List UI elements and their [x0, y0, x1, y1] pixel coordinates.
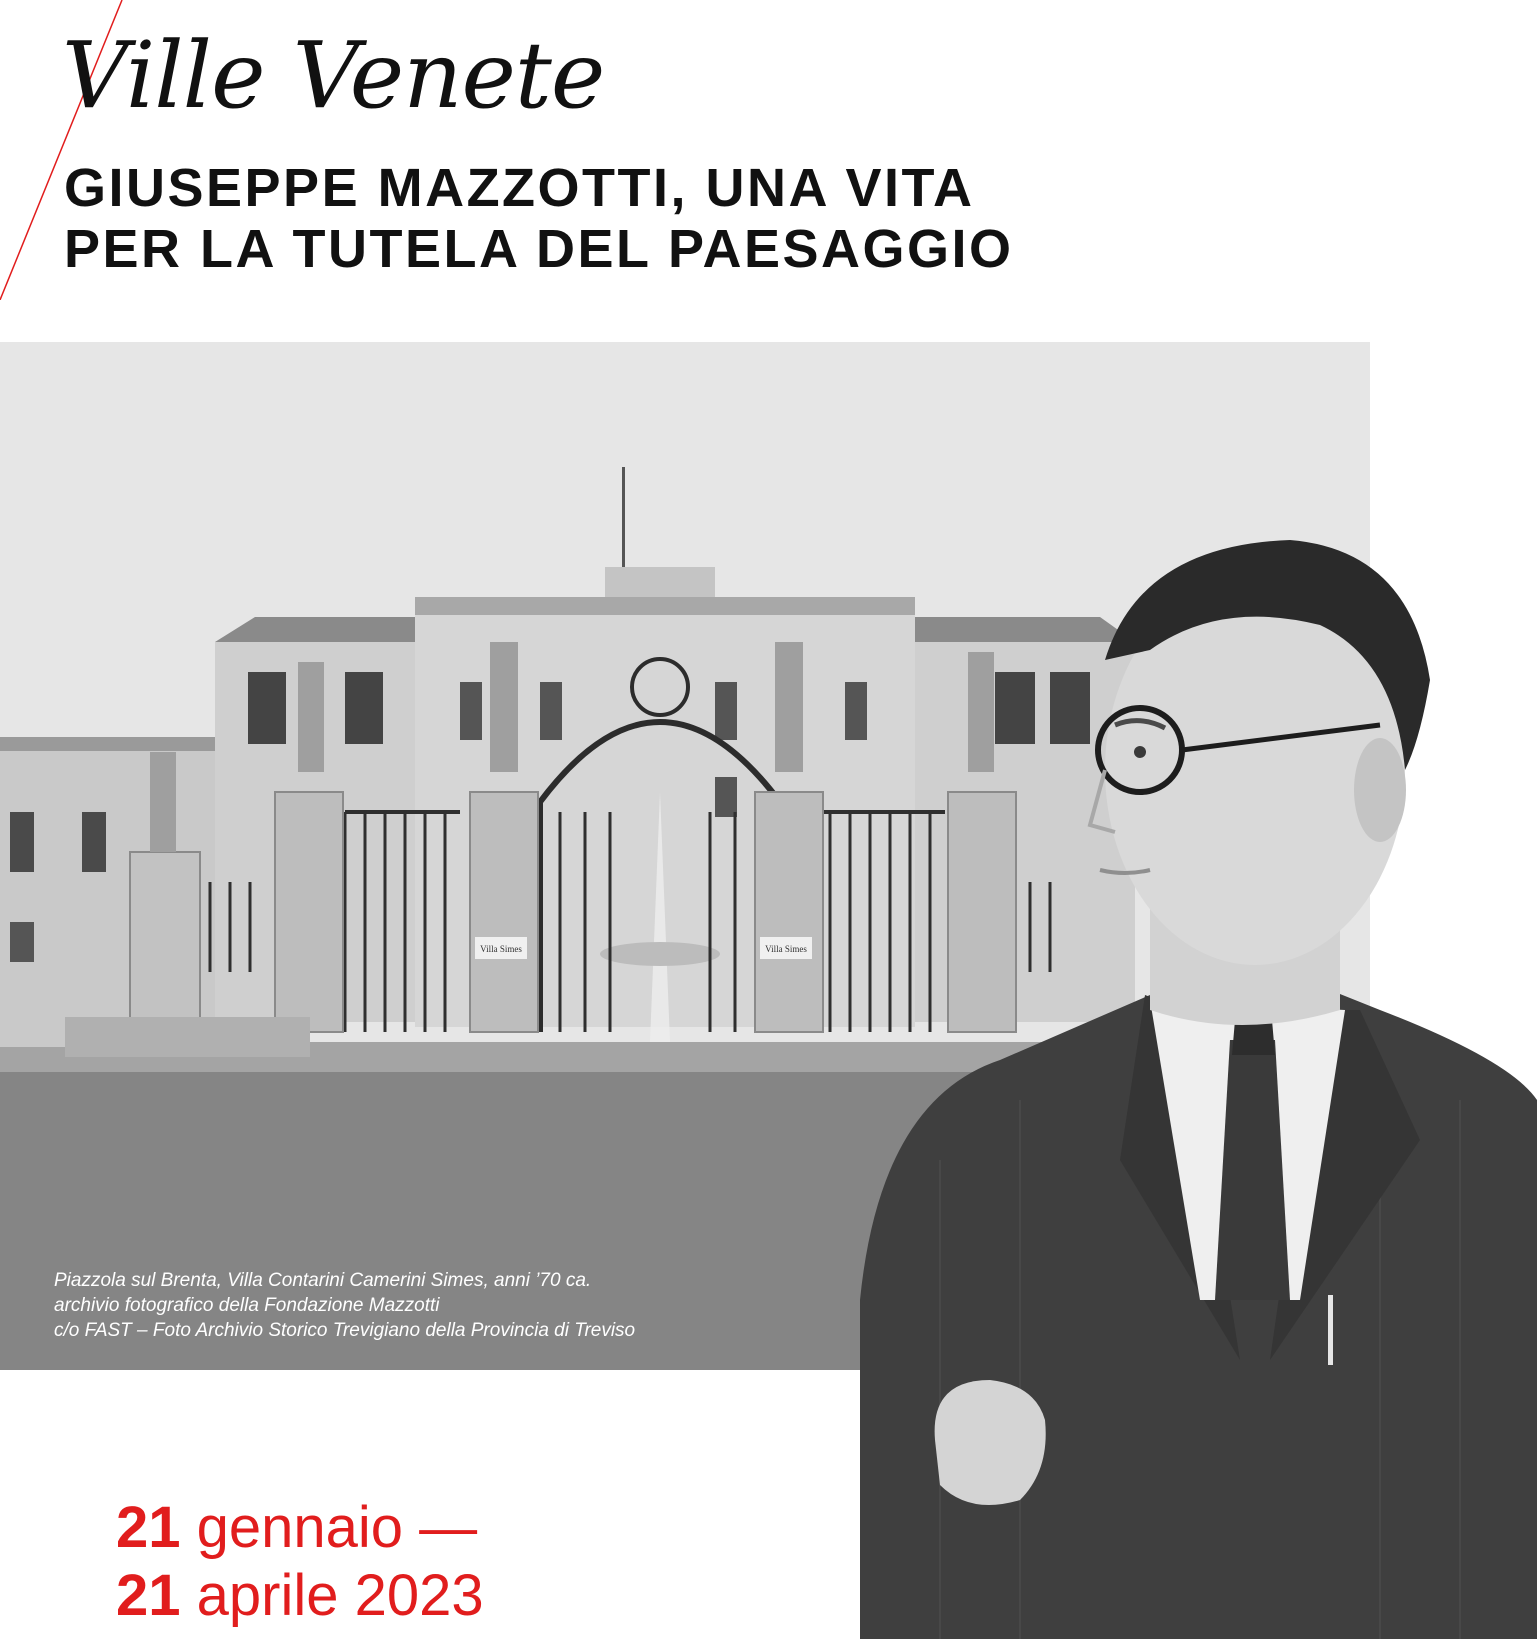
caption-line-3: c/o FAST – Foto Archivio Storico Trevigiano della Provincia di Treviso [54, 1320, 636, 1341]
caption-line-1: Piazzola sul Brenta, Villa Contarini Camerini Simes, anni ’70 ca. [54, 1270, 592, 1291]
headline-line-2: PER LA TUTELA DEL PAESAGGIO [64, 219, 1014, 279]
series-title: Ville Venete [62, 22, 605, 129]
caption-line-2: archivio fotografico della Fondazione Mazzotti [54, 1295, 440, 1316]
start-day: 21 [116, 1495, 181, 1560]
photo-caption [54, 1268, 635, 1343]
headline-line-1: GIUSEPPE MAZZOTTI, UNA VITA [64, 158, 975, 218]
start-date [116, 1494, 484, 1562]
exhibition-dates [116, 1494, 484, 1630]
portrait-giuseppe-mazzotti [820, 540, 1537, 1639]
gate-sign-left: Villa Simes [480, 944, 522, 954]
start-month: gennaio — [196, 1495, 478, 1560]
end-date [116, 1562, 484, 1630]
gate-sign-right: Villa Simes [765, 944, 807, 954]
headline [64, 158, 1014, 280]
end-day: 21 [116, 1563, 181, 1628]
end-month: aprile 2023 [196, 1563, 484, 1628]
